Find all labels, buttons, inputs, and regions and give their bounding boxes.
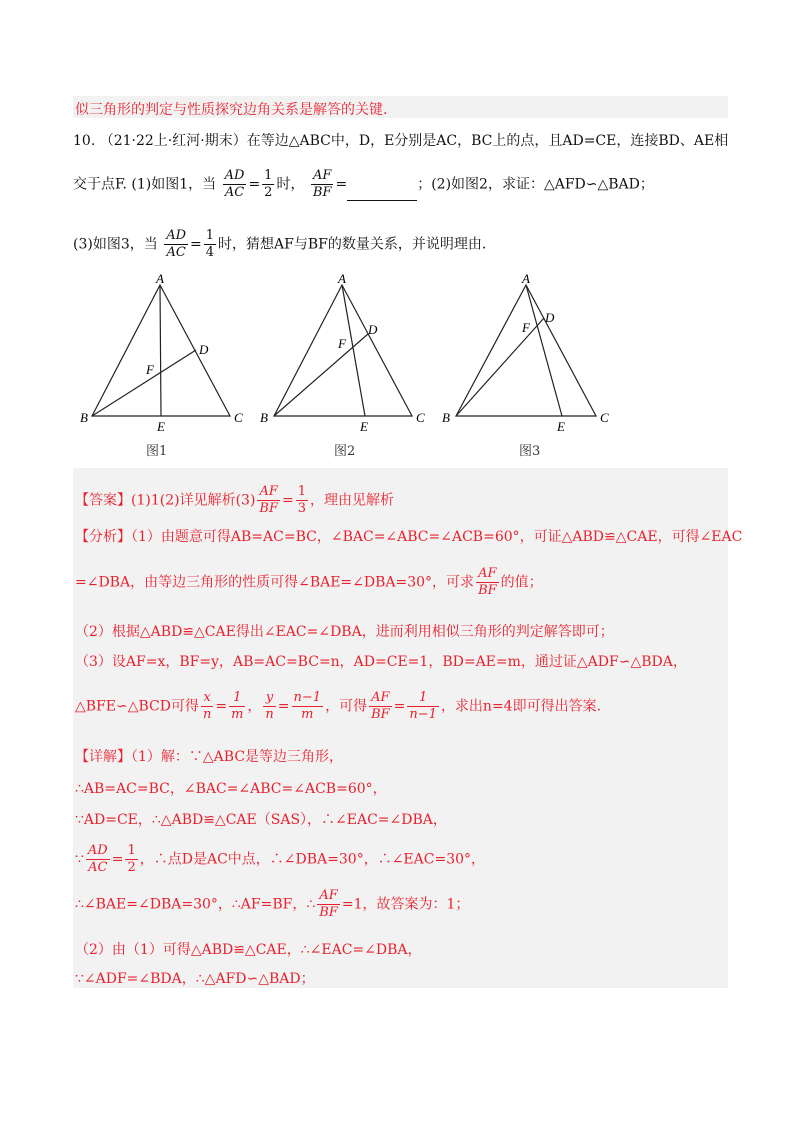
fraction-y-n: $\frac{y}{n}$	[265, 690, 274, 722]
analysis-text-5c: ，求出n=4即可得出答案.	[440, 698, 602, 715]
detail-line-7: ∵∠ADF=∠BDA，∴△AFD∽△BAD；	[75, 971, 315, 987]
detail-line-5	[75, 888, 469, 921]
detail-line-3: ∵AD=CE，∴△ABD≌△CAE（SAS），∴∠EAC=∠DBA，	[75, 812, 447, 828]
detail-text-4a: ∵	[75, 851, 84, 868]
label-F: F	[338, 336, 346, 351]
label-A: A	[338, 272, 346, 286]
answer-text-b: ，理由见解析	[310, 492, 394, 509]
problem-text-2d: ；(2)如图2，求证：△AFD∽△BAD；	[417, 176, 654, 193]
fraction-one-quarter: $\frac{1}{4}$	[205, 228, 215, 260]
intro-text: 似三角形的判定与性质探究边角关系是解答的关键.	[75, 102, 388, 118]
analysis-line-2	[75, 566, 543, 599]
equals-sign: =	[393, 698, 406, 715]
label-A: A	[522, 272, 530, 286]
label-F: F	[522, 320, 530, 335]
answer-text-a: (1)1(2)详见解析(3)	[131, 492, 256, 509]
problem-text-1: 在等边△ABC中，D，E分别是AC，BC上的点，且AD=CE，连接BD、AE相	[246, 133, 729, 149]
answer-line	[75, 484, 394, 517]
figure-3	[440, 272, 620, 436]
fraction-ad-ac: $\frac{AD}{AC}$	[224, 168, 245, 200]
triangle-diagram-3	[440, 272, 620, 432]
equals-sign: =	[111, 851, 124, 868]
label-E: E	[557, 419, 565, 432]
answer-blank[interactable]	[347, 186, 417, 201]
fraction-x-n: $\frac{x}{n}$	[202, 690, 212, 722]
analysis-text-2b: 的值；	[500, 574, 543, 591]
problem-line-2	[73, 168, 654, 201]
fraction-af-bf: $\frac{AF}{BF}$	[319, 888, 338, 920]
analysis-text-5b: ，可得	[325, 698, 368, 715]
equals-sign: =1	[341, 896, 363, 913]
triangle-diagram-2	[258, 272, 438, 432]
fraction-1-n-1: $\frac{1}{n-1}$	[409, 690, 437, 722]
label-F: F	[146, 362, 154, 377]
equals-sign: =	[335, 176, 348, 193]
fraction-ad-ac: $\frac{AD}{AC}$	[166, 228, 187, 260]
intro-banner	[73, 96, 728, 118]
label-C: C	[600, 410, 609, 425]
fraction-ad-ac: $\frac{AD}{AC}$	[87, 843, 108, 875]
detail-line-2: ∴AB=AC=BC，∠BAC=∠ABC=∠ACB=60°，	[75, 781, 387, 797]
problem-line-3	[73, 228, 486, 261]
label-A: A	[156, 272, 164, 286]
analysis-text-1: （1）由题意可得AB=AC=BC，∠BAC=∠ABC=∠ACB=60°，可证△ABD≌△CAE，可得∠EAC	[131, 529, 743, 545]
label-C: C	[416, 410, 425, 425]
problem-number: 10.	[73, 133, 96, 149]
fraction-one-third: $\frac{1}{3}$	[297, 484, 306, 516]
equals-sign: =	[281, 492, 294, 509]
analysis-text-2a: =∠DBA，由等边三角形的性质可得∠BAE=∠DBA=30°，可求	[75, 574, 475, 591]
label-E: E	[157, 419, 165, 432]
analysis-line-5	[75, 690, 601, 723]
label-B: B	[80, 410, 88, 425]
answer-tag: 【答案】	[75, 492, 131, 509]
problem-text-3a: (3)如图3，当	[73, 236, 158, 253]
fraction-af-bf: $\frac{AF}{BF}$	[371, 690, 390, 722]
detail-text-5a: ∴∠BAE=∠DBA=30°，∴AF=BF，∴	[75, 896, 316, 913]
equals-sign: =	[215, 698, 228, 715]
figure-3-caption: 图3	[519, 444, 541, 459]
fraction-1-m: $\frac{1}{m}$	[231, 690, 244, 722]
label-B: B	[442, 410, 450, 425]
detail-text-1: （1）解：∵△ABC是等边三角形，	[131, 749, 344, 765]
problem-text-2a: 交于点F. (1)如图1，当	[73, 176, 217, 193]
equals-sign: =	[248, 176, 261, 193]
equals-sign: =	[277, 698, 290, 715]
fraction-one-half: $\frac{1}{2}$	[264, 168, 273, 200]
label-D: D	[368, 322, 378, 337]
detail-tag: 【详解】	[75, 749, 131, 765]
problem-text-3b: 时，猜想AF与BF的数量关系，并说明理由.	[218, 236, 487, 253]
detail-line-1	[75, 746, 343, 766]
label-C: C	[234, 410, 243, 425]
fraction-one-half: $\frac{1}{2}$	[127, 843, 136, 875]
separator: ，	[247, 698, 262, 715]
equals-sign: =	[190, 236, 202, 253]
label-B: B	[260, 410, 268, 425]
figure-1	[80, 272, 250, 436]
triangle-diagram-1	[80, 272, 250, 432]
figure-1-caption: 图1	[146, 444, 168, 459]
analysis-tag: 【分析】	[75, 529, 131, 545]
problem-source: （21·22上·红河·期末）	[99, 133, 247, 149]
detail-text-4b: ，∴点D是AC中点，∴∠DBA=30°，∴∠EAC=30°，	[139, 851, 486, 868]
label-D: D	[199, 342, 209, 357]
analysis-line-3: （2）根据△ABD≌△CAE得出∠EAC=∠DBA，进而利用相似三角形的判定解答即可；	[75, 624, 614, 640]
problem-text-2b: 时，	[276, 176, 305, 193]
analysis-text-5a: △BFE∽△BCD可得	[75, 698, 199, 715]
fraction-af-bf: $\frac{AF}{BF}$	[259, 484, 278, 516]
figure-2	[258, 272, 438, 436]
fraction-af-bf: $\frac{AF}{BF}$	[312, 168, 332, 200]
detail-line-6: （2）由（1）可得△ABD≌△CAE，∴∠EAC=∠DBA，	[75, 942, 422, 958]
fraction-af-bf: $\frac{AF}{BF}$	[478, 566, 497, 598]
label-D: D	[545, 310, 555, 325]
label-E: E	[360, 419, 368, 432]
fraction-n-1-m: $\frac{n-1}{m}$	[293, 690, 322, 722]
analysis-line-4: （3）设AF=x，BF=y，AB=AC=BC=n，AD=CE=1，BD=AE=m，通过证△ADF∽△BDA，	[75, 654, 687, 670]
detail-line-4	[75, 843, 485, 876]
figure-2-caption: 图2	[334, 444, 356, 459]
detail-text-5b: ，故答案为：1；	[362, 896, 470, 913]
analysis-line-1	[75, 526, 742, 546]
problem-line-1	[73, 130, 728, 150]
